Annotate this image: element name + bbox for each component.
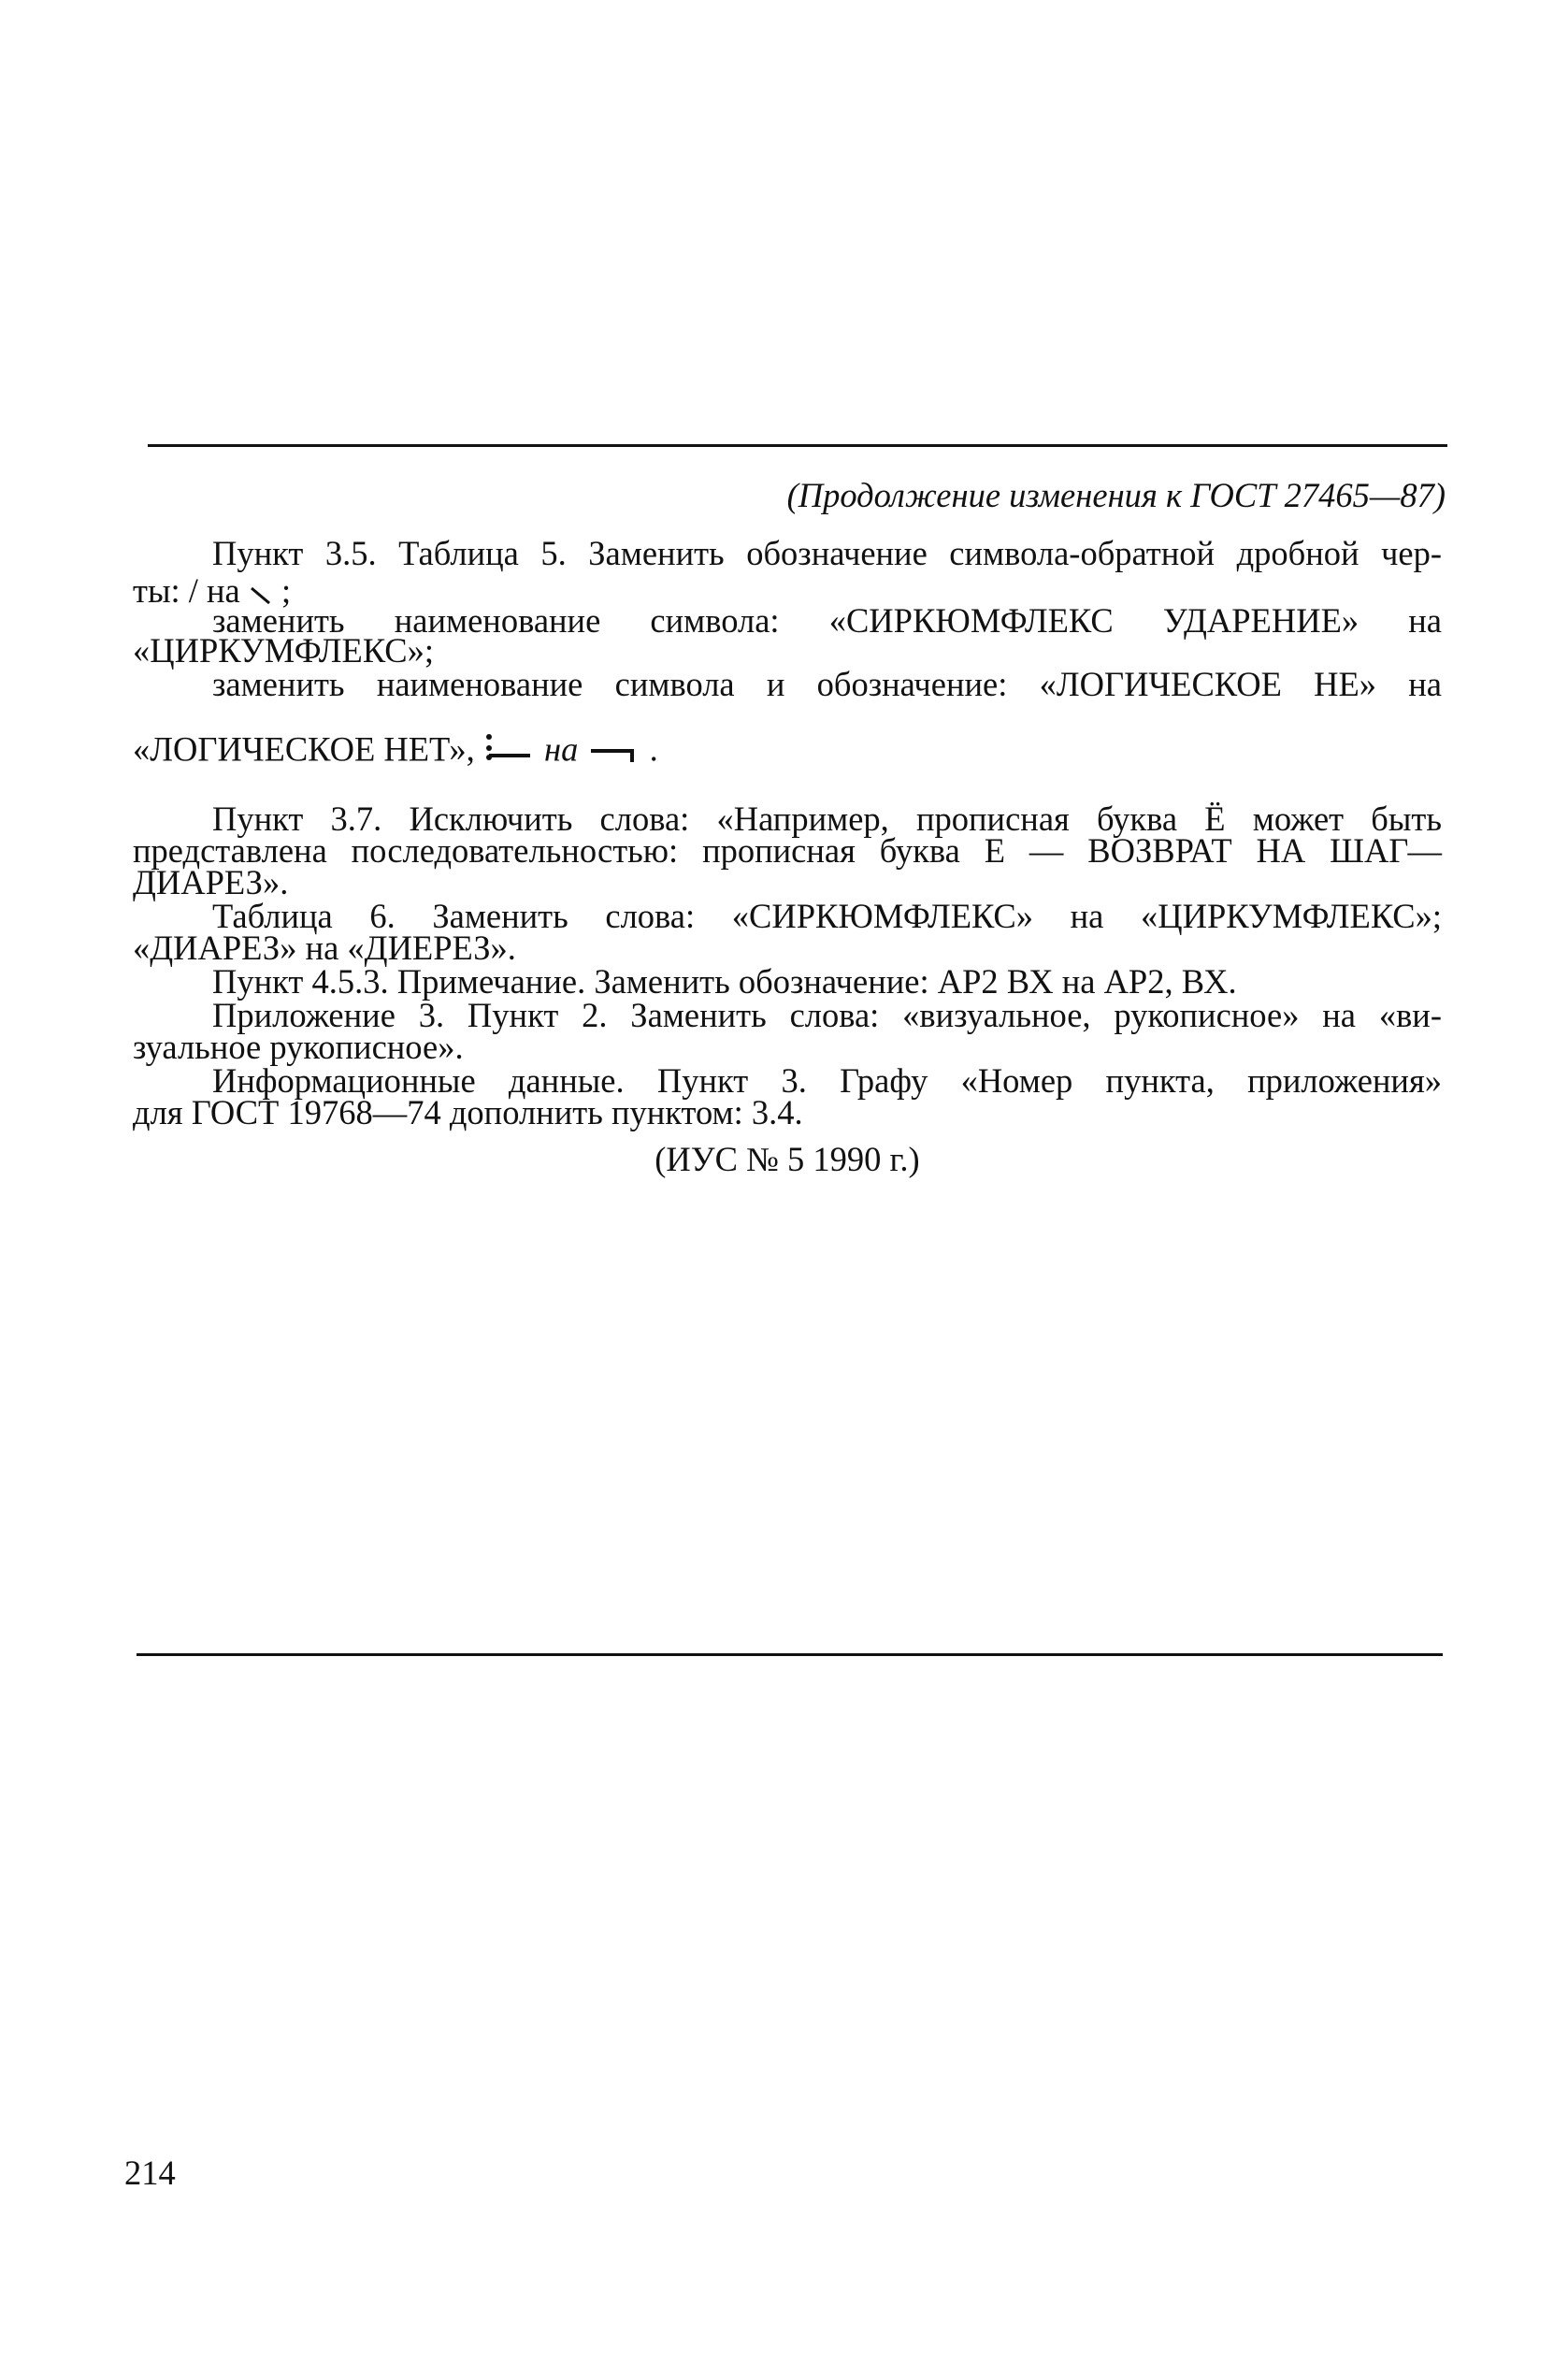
p2-line3: ДИАРЕЗ». — [133, 863, 289, 901]
p2-line1: Пункт 3.7. Исключить слова: «Например, прописная буква Ё может быть — [212, 800, 1442, 838]
p2-line2: представлена последовательностью: прописная буква Е — ВОЗВРАТ НА ШАГ— — [133, 831, 1442, 870]
p1-line1: Пункт 3.5. Таблица 5. Заменить обозначение символа-обратной дробной чер- — [212, 534, 1442, 572]
bottom-rule — [137, 1653, 1443, 1656]
p1-line6-mid: на — [544, 729, 579, 769]
p6-line1: Информационные данные. Пункт 3. Графу «Номер пункта, приложения» — [212, 1061, 1442, 1100]
p3-line1: Таблица 6. Заменить слова: «СИРКЮМФЛЕКС» на «ЦИРКУМФЛЕКС»; — [212, 897, 1442, 935]
p1-line6-prefix: «ЛОГИЧЕСКОЕ НЕТ», — [133, 729, 475, 769]
p6-line2: для ГОСТ 19768—74 дополнить пунктом: 3.4. — [133, 1093, 803, 1131]
p1-line5: заменить наименование символа и обозначение: «ЛОГИЧЕСКОЕ НЕ» на — [212, 665, 1442, 703]
p1-line6 — [133, 729, 1442, 776]
p1-line3: заменить наименование символа: «СИРКЮМФЛЕКС УДАРЕНИЕ» на — [212, 601, 1442, 640]
logical-not-symbol-icon — [587, 734, 641, 771]
p5-line2: зуальное рукописное». — [133, 1028, 464, 1066]
source-note: (ИУС № 5 1990 г.) — [655, 1140, 920, 1178]
p5-line1: Приложение 3. Пункт 2. Заменить слова: «визуальное, рукописное» на «ви- — [212, 996, 1442, 1034]
p1-line4: «ЦИРКУМФЛЕКС»; — [133, 631, 435, 670]
p1-line6-suffix: . — [649, 729, 658, 769]
page-number: 214 — [124, 2154, 176, 2192]
p1-line2-suffix: ; — [281, 571, 292, 610]
top-rule — [148, 444, 1447, 447]
page-heading: (Продолжение изменения к ГОСТ 27465—87) — [786, 476, 1446, 514]
p4-line1: Пункт 4.5.3. Примечание. Заменить обозначение: АР2 ВХ на АР2, ВХ. — [212, 962, 1237, 1001]
logical-not-dotted-symbol-icon — [483, 729, 536, 776]
p3-line2: «ДИАРЕЗ» на «ДИЕРЕЗ». — [133, 929, 516, 967]
p1-line2-prefix: ты: / на — [133, 571, 240, 610]
